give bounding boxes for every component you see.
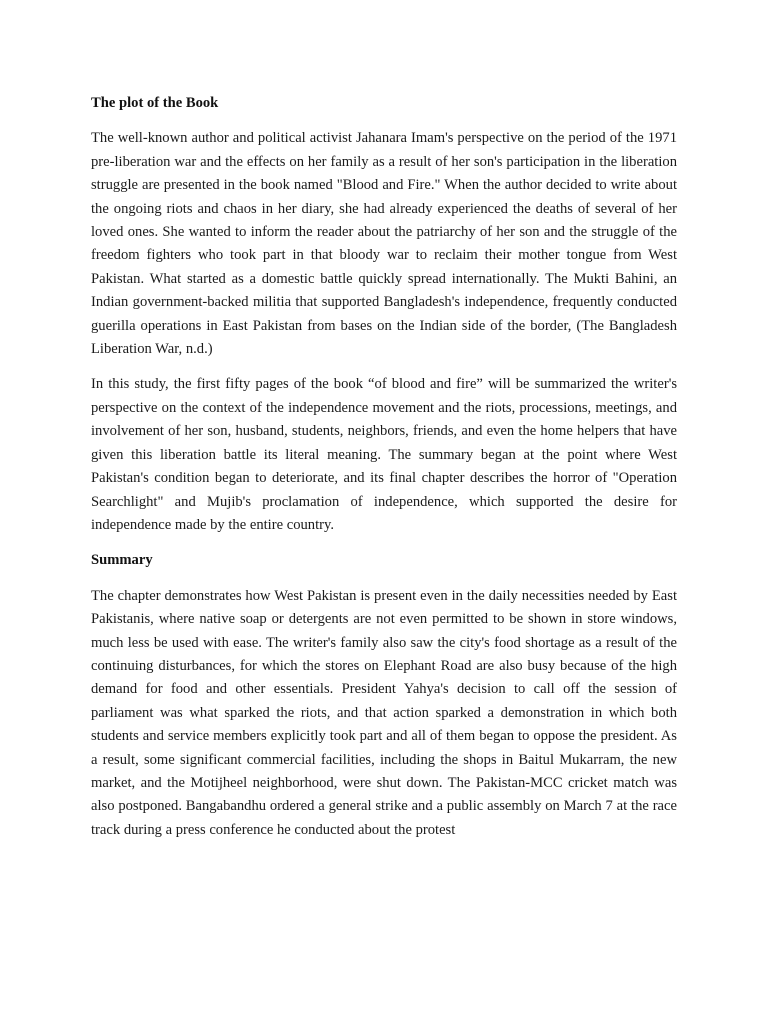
- paragraph: In this study, the first fifty pages of the book “of blood and fire” will be summarized the writer's perspective on the context of the independence movement and the riots, processions, meetings, and involvement of her son, husband, students, neighbors, friends, and even the home helpers that have given this liberation battle its literal meaning. The summary began at the point where West Pakistan's condition began to deteriorate, and its final chapter describes the horror of "Operation Searchlight" and Mujib's proclamation of independence, which supported the desire for independence made by the entire country.: [91, 376, 677, 533]
- document-page: [91, 92, 677, 842]
- paragraph: The chapter demonstrates how West Pakistan is present even in the daily necessities needed by East Pakistanis, where native soap or detergents are not even permitted to be shown in store windows, much less be used with ease. The writer's family also saw the city's food shortage as a result of the continuing disturbances, for which the stores on Elephant Road are also busy because of the high demand for food and other essentials. President Yahya's decision to call off the session of parliament was what sparked the riots, and that action sparked a demonstration in which both students and service members explicitly took part and all of them began to oppose the president. As a result, some significant commercial facilities, including the shops in Baitul Mukarram, the new market, and the Motijheel neighborhood, were shut down. The Pakistan-MCC cricket match was also postponed. Bangabandhu ordered a general strike and a public assembly on March 7 at the race track during a press conference he conducted about the protest: [91, 587, 677, 838]
- section-heading-summary: Summary: [91, 552, 153, 569]
- paragraph: The well-known author and political activist Jahanara Imam's perspective on the period of the 1971 pre-liberation war and the effects on her family as a result of her son's participation in the liberation struggle are presented in the book named "Blood and Fire." When the author decided to write about the ongoing riots and chaos in her diary, she had already experienced the deaths of several of her loved ones. She wanted to inform the reader about the patriarchy of her son and the struggle of the freedom fighters who took part in that bloody war to reclaim their mother tongue from West Pakistan. What started as a domestic battle quickly spread internationally. The Mukti Bahini, an Indian government-backed militia that supported Bangladesh's independence, frequently conducted guerilla operations in East Pakistan from bases on the Indian side of the border, (The Bangladesh Liberation War, n.d.): [91, 130, 677, 358]
- section-heading-plot: The plot of the Book: [91, 95, 219, 111]
